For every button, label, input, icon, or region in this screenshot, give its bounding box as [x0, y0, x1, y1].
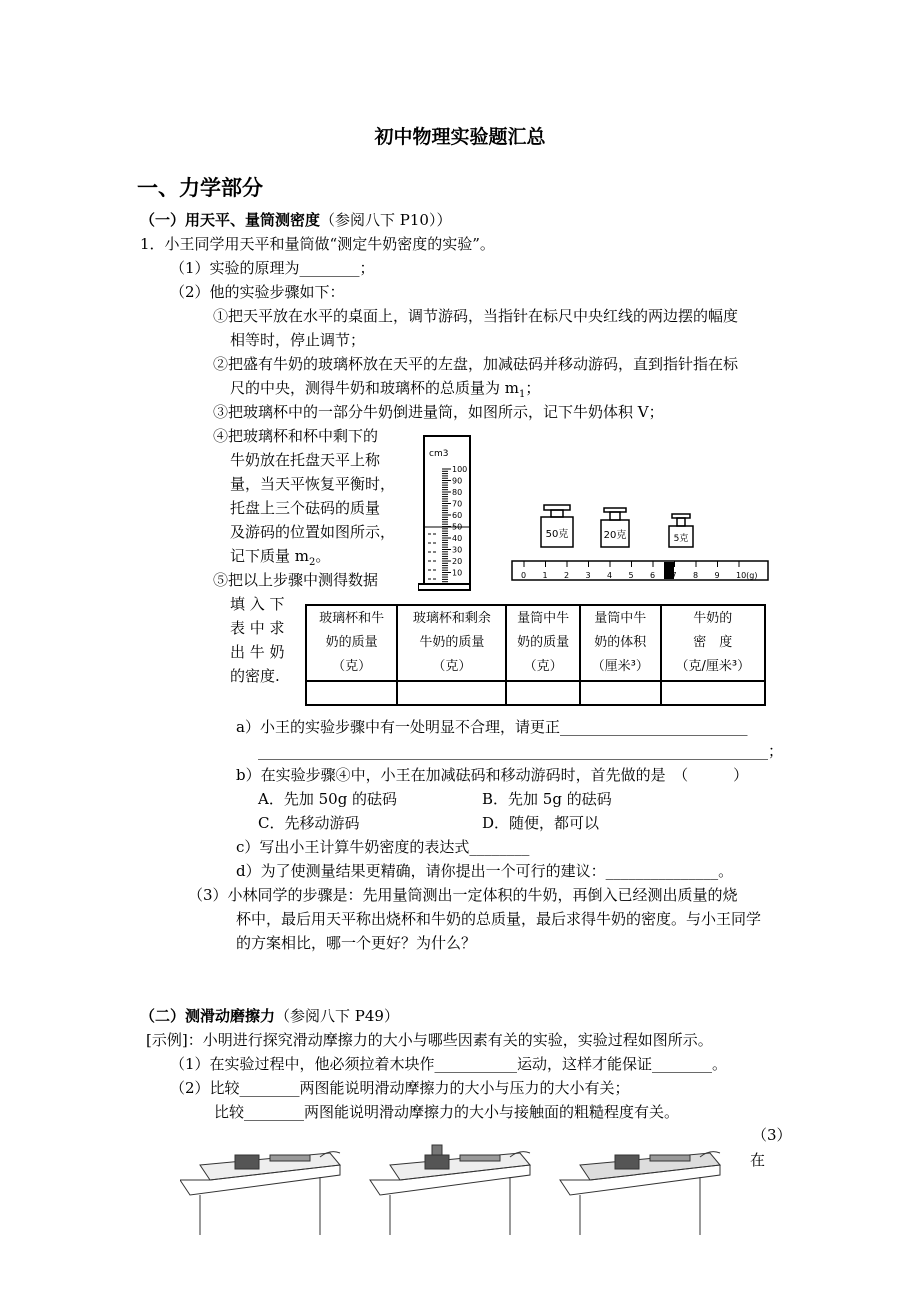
heading-text: （一）用天平、量筒测密度 — [140, 211, 321, 229]
heading-text: （二）测滑动磨擦力 — [140, 1007, 276, 1025]
header-line: 量筒中牛 — [517, 611, 570, 626]
header-line: 奶的质量 — [517, 635, 570, 650]
step4-line: 牛奶放在托盘天平上称 — [230, 451, 381, 469]
t: 记下质量 m — [230, 547, 309, 565]
step3: ③把玻璃杯中的一部分牛奶倒进量筒，如图所示，记下牛奶体积 V； — [213, 403, 664, 421]
friction-figure — [560, 1152, 720, 1235]
header-line: 量筒中牛 — [594, 611, 647, 626]
t: 尺的中央，测得牛奶和玻璃杯的总质量为 m — [230, 379, 519, 397]
ruler-label: 1 — [542, 571, 548, 580]
step2: ②把盛有牛奶的玻璃杯放在天平的左盘，加减砝码并移动游码，直到指针指在标 — [213, 355, 739, 373]
tick-label: 60 — [452, 511, 463, 520]
header-line: 牛奶的 — [693, 611, 733, 626]
step5-line: 的密度. — [230, 667, 280, 685]
step4-line: ④把玻璃杯和杯中剩下的 — [213, 427, 379, 445]
ruler-label: 4 — [607, 571, 613, 580]
heading-ref: （参阅八下 P49） — [275, 1007, 399, 1025]
table-cell — [661, 681, 765, 705]
page-title: 初中物理实验题汇总 — [374, 126, 546, 148]
ruler-label: 3 — [585, 571, 591, 580]
ruler-label: 8 — [693, 571, 699, 580]
ruler-label: 9 — [714, 571, 720, 580]
q1-part3-cont: 杯中，最后用天平称出烧杯和牛奶的总质量，最后求得牛奶的密度。与小王同学 — [236, 910, 762, 928]
part-heading: 一、力学部分 — [137, 176, 263, 200]
weight-50: 50克 — [545, 529, 569, 540]
step1: ①把天平放在水平的桌面上，调节游码，当指针在标尺中央红线的两边摆的幅度 — [213, 307, 739, 325]
table-header — [580, 605, 661, 681]
s2-part2: （2）比较________两图能说明滑动摩擦力的大小与压力的大小有关； — [170, 1079, 630, 1097]
header-line: （克） — [523, 659, 563, 674]
step4-line: 及游码的位置如图所示， — [230, 523, 396, 541]
header-line: （克） — [432, 659, 472, 674]
heading-ref: （参阅八下 P10）） — [320, 211, 452, 229]
q1-part3-cont: 的方案相比，哪一个更好？为什么？ — [236, 934, 477, 952]
question-1: 1．小王同学用天平和量筒做“测定牛奶密度的实验”。 — [140, 235, 495, 253]
table-cell — [306, 681, 397, 705]
table-header — [306, 605, 397, 681]
tick-label: 30 — [452, 545, 463, 555]
header-line: （克/厘米³） — [675, 659, 751, 674]
tick-label: 10 — [452, 568, 463, 578]
question-a-blank: ____________________________________________________________________； — [258, 742, 784, 760]
option-d: D．随便，都可以 — [482, 814, 600, 832]
question-c: c）写出小王计算牛奶密度的表达式________ — [236, 838, 530, 856]
header-line: （克） — [332, 659, 372, 674]
q1-part3: （3）小林同学的步骤是：先用量筒测出一定体积的牛奶，再倒入已经测出质量的烧 — [188, 886, 738, 904]
tick-label: 100 — [452, 465, 468, 474]
step4-line: 托盘上三个砝码的质量 — [230, 499, 381, 517]
header-line: 玻璃杯和剩余 — [412, 611, 491, 626]
option-c: C．先移动游码 — [258, 814, 360, 832]
s2-part3-cont: 在 — [750, 1151, 766, 1169]
ruler-label: 10(g) — [736, 571, 758, 580]
table-header — [661, 605, 765, 681]
t: 。 — [315, 547, 331, 565]
step5-line: ⑤把以上步骤中测得数据 — [213, 571, 379, 589]
step5-line: 出 牛 奶 — [230, 643, 285, 661]
data-table — [305, 604, 766, 706]
section2-heading — [140, 1006, 399, 1026]
step5-line: 填 入 下 — [230, 595, 285, 613]
ruler-label: 6 — [650, 571, 656, 580]
header-line: 密 度 — [693, 635, 733, 650]
friction-figure — [180, 1152, 340, 1235]
step5-line: 表 中 求 — [230, 619, 285, 637]
header-line: 玻璃杯和牛 — [319, 611, 385, 626]
s2-part3: （3） — [752, 1126, 792, 1144]
friction-experiment-figures — [180, 1135, 740, 1235]
question-b: b）在实验步骤④中，小王在加减砝码和移动游码时，首先做的是 （ ） — [236, 766, 749, 784]
ruler-label: 7 — [671, 571, 677, 580]
step2-cont — [230, 378, 540, 405]
tick-label: 70 — [452, 499, 463, 509]
table-cell — [397, 681, 506, 705]
header-line: 奶的体积 — [594, 635, 647, 650]
tick-label: 80 — [452, 488, 463, 497]
weight-5: 5克 — [673, 534, 689, 544]
option-a: A．先加 50g 的砝码 — [258, 790, 398, 808]
t: ； — [525, 379, 541, 397]
question-d: d）为了使测量结果更精确，请你提出一个可行的建议：_______________。 — [236, 862, 734, 880]
step1-cont: 相等时，停止调节； — [230, 331, 366, 349]
q1-part1: （1）实验的原理为________； — [170, 259, 375, 277]
header-line: 奶的质量 — [325, 635, 378, 650]
graduated-cylinder-figure — [418, 432, 478, 594]
section1-heading — [140, 210, 451, 230]
tick-label: 40 — [452, 534, 463, 543]
example: [示例]：小明进行探究滑动摩擦力的大小与哪些因素有关的实验，实验过程如图所示。 — [146, 1031, 713, 1049]
table-header — [397, 605, 506, 681]
weight-20: 20克 — [603, 530, 627, 541]
question-a: a）小王的实验步骤中有一处明显不合理，请更正_________________________ — [236, 718, 748, 736]
ruler-label: 2 — [564, 571, 570, 580]
tick-label: 90 — [452, 476, 463, 486]
ruler-label: 5 — [628, 571, 634, 580]
sub: 1 — [519, 389, 526, 400]
unit-label: cm3 — [429, 449, 449, 459]
table-cell — [580, 681, 661, 705]
step4-line: 量，当天平恢复平衡时， — [230, 475, 396, 493]
q1-part2: （2）他的实验步骤如下： — [170, 283, 345, 301]
tick-label: 50 — [452, 522, 463, 532]
friction-figure — [370, 1145, 530, 1235]
header-line: 牛奶的质量 — [419, 635, 485, 650]
option-b: B．先加 5g 的砝码 — [482, 790, 612, 808]
ruler-label: 0 — [521, 571, 527, 580]
s2-part1: （1）在实验过程中，他必须拉着木块作___________运动，这样才能保证________。 — [170, 1055, 728, 1073]
s2-part2b: 比较________两图能说明滑动摩擦力的大小与接触面的粗糙程度有关。 — [214, 1103, 680, 1121]
step4-end — [230, 546, 330, 573]
table-cell — [506, 681, 580, 705]
sub: 2 — [309, 557, 316, 568]
weights-ruler-figure — [508, 495, 770, 587]
table-header — [506, 605, 580, 681]
header-line: （厘米³） — [591, 659, 649, 674]
tick-label: 20 — [452, 557, 463, 566]
